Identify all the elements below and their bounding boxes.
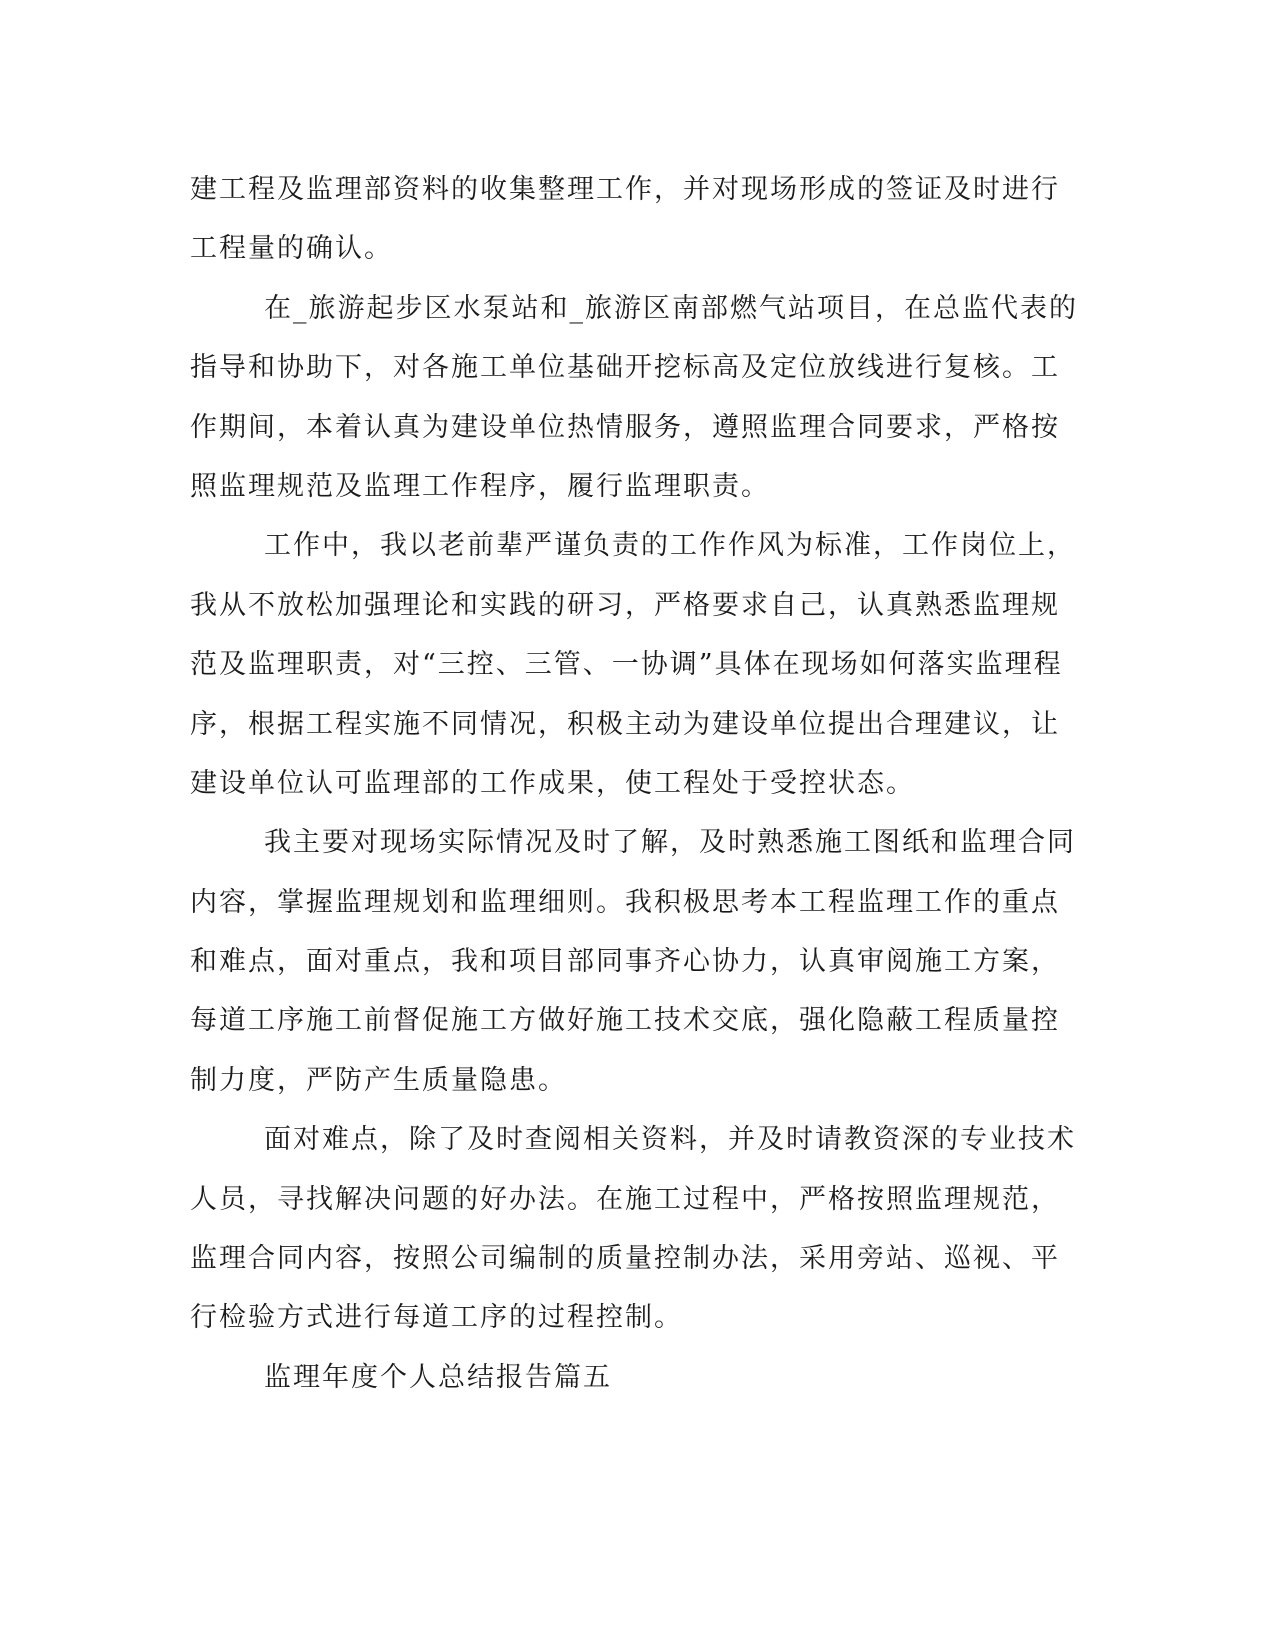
text-line: 监理年度个人总结报告篇五 [264, 1361, 612, 1393]
text-line: 和难点，面对重点，我和项目部同事齐心协力，认真审阅施工方案， [190, 946, 1060, 978]
text-line: 建设单位认可监理部的工作成果，使工程处于受控状态。 [190, 767, 915, 799]
paragraph [190, 813, 1090, 1110]
text-line: 我主要对现场实际情况及时了解，及时熟悉施工图纸和监理合同 [264, 827, 1076, 859]
text-line: 序，根据工程实施不同情况，积极主动为建设单位提出合理建议，让 [190, 708, 1060, 740]
text-line: 工程量的确认。 [190, 233, 393, 265]
text-line: 工作中，我以老前辈严谨负责的工作作风为标准，工作岗位上， [264, 530, 1076, 562]
text-line: 在_旅游起步区水泵站和_旅游区南部燃气站项目，在总监代表的 [264, 292, 1078, 324]
section-heading [190, 1348, 1090, 1407]
paragraph [190, 1110, 1090, 1348]
text-line: 照监理规范及监理工作程序，履行监理职责。 [190, 470, 770, 502]
paragraph [190, 160, 1090, 279]
text-line: 每道工序施工前督促施工方做好施工技术交底，强化隐蔽工程质量控 [190, 1005, 1060, 1037]
text-line: 指导和协助下，对各施工单位基础开挖标高及定位放线进行复核。工 [190, 352, 1060, 384]
text-line: 面对难点，除了及时查阅相关资料，并及时请教资深的专业技术 [264, 1124, 1076, 1156]
text-line: 作期间，本着认真为建设单位热情服务，遵照监理合同要求，严格按 [190, 411, 1060, 443]
text-line: 我从不放松加强理论和实践的研习，严格要求自己，认真熟悉监理规 [190, 589, 1060, 621]
text-line: 内容，掌握监理规划和监理细则。我积极思考本工程监理工作的重点 [190, 886, 1060, 918]
text-line: 制力度，严防产生质量隐患。 [190, 1064, 567, 1096]
paragraph [190, 279, 1090, 517]
text-line: 行检验方式进行每道工序的过程控制。 [190, 1302, 683, 1334]
paragraph [190, 516, 1090, 813]
text-line: 监理合同内容，按照公司编制的质量控制办法，采用旁站、巡视、平 [190, 1243, 1060, 1275]
text-line: 范及监理职责，对“三控、三管、一协调”具体在现场如何落实监理程 [190, 649, 1063, 681]
document-body [190, 160, 1090, 1407]
text-line: 人员，寻找解决问题的好办法。在施工过程中，严格按照监理规范， [190, 1183, 1060, 1215]
text-line: 建工程及监理部资料的收集整理工作，并对现场形成的签证及时进行 [190, 174, 1060, 205]
